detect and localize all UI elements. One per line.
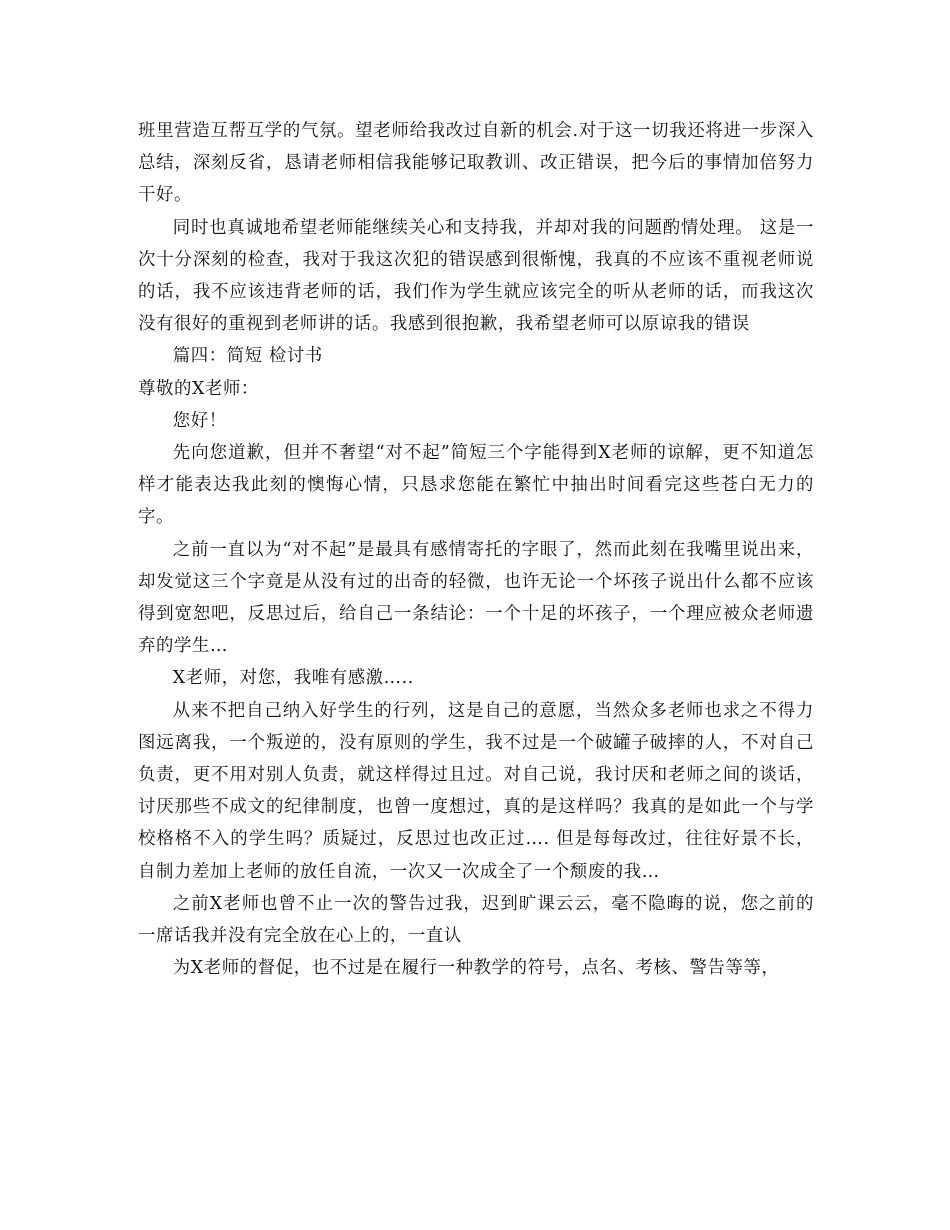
greeting: 您好！ (172, 410, 227, 431)
paragraph-supervision: 为X老师的督促，也不过是在履行一种教学的符号，点名、考核、警告等等， (172, 958, 780, 979)
paragraph-apology-continued: 同时也真诚地希望老师能继续关心和支持我，并却对我的问题酌情处理。 这是一次十分深刻的检查，我对于我这次犯的错误感到很惭愧，我真的不应该不重视老师说的话，我不应该违背老师的话，我们作为学生就应该完全的听从老师的话，而我这次没有很好的重视到老师讲的话。我感到很抱歉，我希望老师可以原谅我的错误 (138, 217, 814, 335)
paragraph-gratitude: X老师，对您，我唯有感激….. (172, 668, 414, 689)
paragraph-warning: 之前X老师也曾不止一次的警告过我，迟到旷课云云，毫不隐晦的说，您之前的一席话我并没有完全放在心上的，一直认 (138, 893, 814, 947)
document-body (138, 115, 814, 984)
section-heading: 篇四：简短 检讨书 (172, 346, 323, 367)
salutation: 尊敬的X老师： (138, 378, 259, 399)
paragraph-self-assessment: 从来不把自己纳入好学生的行列，这是自己的意愿，当然众多老师也求之不得力图远离我，一个叛逆的，没有原则的学生，我不过是一个破罐子破摔的人，不对自己负责，更不用对别人负责，就这样得过且过。对自己说，我讨厌和老师之间的谈话，讨厌那些不成文的纪律制度，也曾一度想过，真的是这样吗？我真的是如此一个与学校格格不入的学生吗？质疑过，反思过也改正过…. 但是每每改过，往往好景不长，自制力差加上老师的放任自流，一次又一次成全了一个颓废的我… (138, 700, 814, 882)
paragraph-continuation: 班里营造互帮互学的气氛。望老师给我改过自新的机会.对于这一切我还将进一步深入总结，深刻反省，恳请老师相信我能够记取教训、改正错误，把今后的事情加倍努力干好。 (138, 121, 814, 206)
paragraph-apology: 先向您道歉，但并不奢望“对不起”简短三个字能得到X老师的谅解，更不知道怎样才能表达我此刻的懊悔心情，只恳求您能在繁忙中抽出时间看完这些苍白无力的字。 (138, 443, 814, 528)
paragraph-reflection: 之前一直以为“对不起”是最具有感情寄托的字眼了，然而此刻在我嘴里说出来，却发觉这三个字竟是从没有过的出奇的轻微，也许无论一个坏孩子说出什么都不应该得到宽恕吧，反思过后，给自己一条结论：一个十足的坏孩子，一个理应被众老师遗弃的学生… (138, 539, 814, 657)
